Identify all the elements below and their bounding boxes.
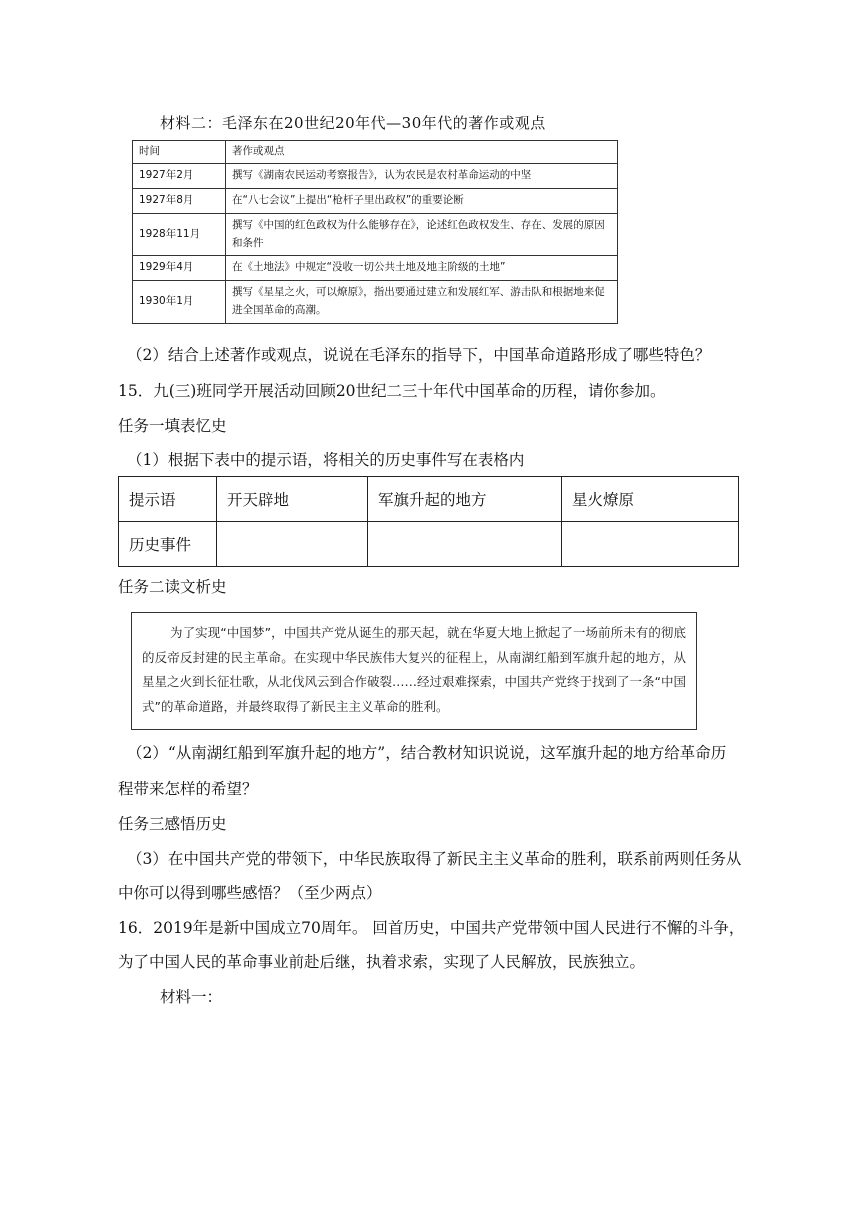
header-content: 著作或观点 (226, 141, 618, 164)
row-time: 1927年2月 (133, 164, 226, 189)
row-content: 撰写《中国的红色政权为什么能够存在》，论述红色政权发生、存在、发展的原因和条件 (226, 213, 618, 256)
task-2-question-line-1: （2）“从南湖红船到军旗升起的地方”，结合教材知识说说，这军旗升起的地方给革命历 (127, 744, 727, 762)
row-content: 撰写《星星之火，可以燎原》，指出要通过建立和发展红军、游击队和根据地来促进全国革命的高潮。 (226, 281, 618, 324)
task-2-question-line-2: 程带来怎样的希望？ (118, 780, 258, 798)
cell-prompt-2: 军旗升起的地方 (368, 477, 562, 522)
material-2-title: 材料二：毛泽东在20世纪20年代—30年代的著作或观点 (160, 114, 546, 132)
history-events-table (118, 476, 739, 567)
row-time: 1927年8月 (133, 188, 226, 213)
cell-prompt-3: 星火燎原 (562, 477, 739, 522)
row-time: 1928年11月 (133, 213, 226, 256)
table-row (133, 256, 618, 281)
material-1-label: 材料一： (160, 988, 223, 1006)
question-15-stem: 15．九(三)班同学开展活动回顾20世纪二三十年代中国革命的历程，请你参加。 (118, 382, 666, 400)
task-3-question-line-1: （3）在中国共产党的带领下，中华民族取得了新民主主义革命的胜利，联系前两则任务从 (127, 850, 742, 868)
material-2-question: （2）结合上述著作或观点，说说在毛泽东的指导下，中国革命道路形成了哪些特色？ (127, 346, 711, 364)
cell-prompt-label: 提示语 (119, 477, 217, 522)
row-content: 在《土地法》中规定“没收一切公共土地及地主阶级的土地” (226, 256, 618, 281)
table-row (133, 188, 618, 213)
task-3-title: 任务三感悟历史 (118, 815, 227, 833)
task-1-title: 任务一填表忆史 (118, 417, 227, 435)
row-content: 在“八七会议”上提出“枪杆子里出政权”的重要论断 (226, 188, 618, 213)
cell-event-label: 历史事件 (119, 522, 217, 567)
table-row (133, 213, 618, 256)
answer-cell-2[interactable] (368, 522, 562, 567)
material-2-table (132, 140, 618, 324)
task-3-question-line-2: 中你可以得到哪些感悟？（至少两点） (118, 884, 382, 902)
row-content: 撰写《湖南农民运动考察报告》，认为农民是农村革命运动的中坚 (226, 164, 618, 189)
row-time: 1929年4月 (133, 256, 226, 281)
task-1-question: （1）根据下表中的提示语，将相关的历史事件写在表格内 (127, 451, 525, 469)
answer-cell-1[interactable] (217, 522, 368, 567)
header-time: 时间 (133, 141, 226, 164)
table-row (119, 522, 739, 567)
row-time: 1930年1月 (133, 281, 226, 324)
table-header-row (133, 141, 618, 164)
question-16-line-2: 为了中国人民的革命事业前赴后继，执着求索，实现了人民解放，民族独立。 (118, 953, 646, 971)
table-row (133, 164, 618, 189)
answer-cell-3[interactable] (562, 522, 739, 567)
task-2-title: 任务二读文析史 (118, 578, 227, 596)
table-row (133, 281, 618, 324)
table-row (119, 477, 739, 522)
essay-passage: 为了实现“中国梦”，中国共产党从诞生的那天起，就在华夏大地上掀起了一场前所未有的彻底的反帝反封建的民主革命。在实现中华民族伟大复兴的征程上，从南湖红船到军旗升起的地方，从星星之火到长征壮歌，从北伐风云到合作破裂……经过艰难探索，中国共产党终于找到了一条“中国式”的革命道路，并最终取得了新民主主义革命的胜利。 (131, 612, 697, 730)
question-16-line-1: 16．2019年是新中国成立70周年。 回首历史，中国共产党带领中国人民进行不懈的斗争， (118, 919, 745, 937)
cell-prompt-1: 开天辟地 (217, 477, 368, 522)
